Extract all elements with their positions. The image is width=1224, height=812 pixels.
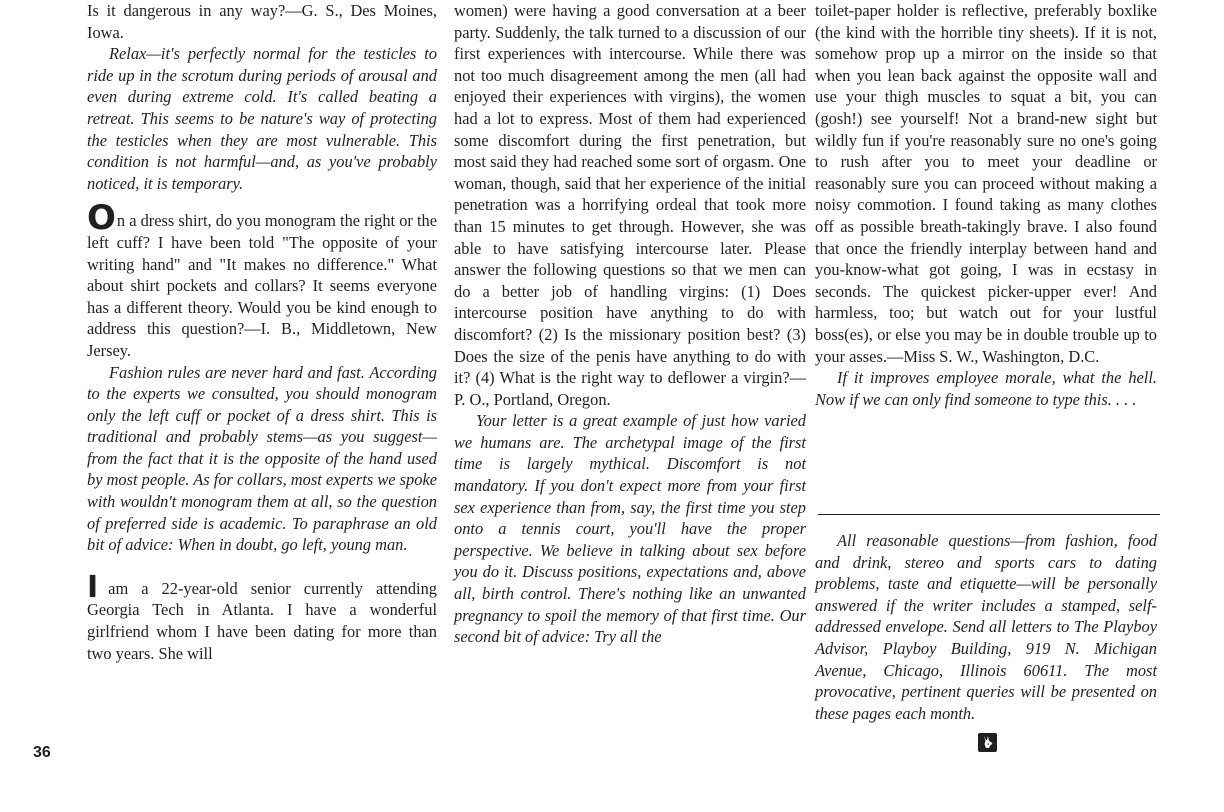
- answer-1: Relax—it's perfectly normal for the testicles to ride up in the scrotum during periods of arousal and even during extreme cold. It's called beating a retreat. This seems to be nature's way of protecting the testicles when they are most vulnerable. This condition is not harmful—and, as you've probably noticed, it is temporary.: [87, 44, 437, 193]
- rabbit-head-icon-glyph: [981, 735, 994, 750]
- column-1: [87, 0, 437, 664]
- answer-2: Fashion rules are never hard and fast. According to the experts we consulted, you should monogram only the left cuff or pocket of a dress shirt. This is traditional and probably stems—as you suggest—from the fact that it is the opposite of the hand used by most people. As for collars, most experts we spoke with wouldn't monogram them at all, so the question of preferred side is academic. To paraphrase an old bit of advice: When in doubt, go left, young man.: [87, 362, 437, 555]
- column-3: [815, 0, 1157, 410]
- answer-3: Your letter is a great example of just how varied we humans are. The archetypal image of the first time is largely mythical. Discomfort is not mandatory. If you don't expect more from your first sex experience than from, say, the first time you step onto a tennis court, you'll have the proper perspective. We believe in talking about sex before you do it. Discuss positions, expectations and, above all, birth control. There's nothing like an unwanted pregnancy to spoil the memory of that first time. Our second bit of advice: Try all the: [454, 411, 806, 647]
- drop-cap-i: I: [87, 569, 99, 605]
- letter-2-text: n a dress shirt, do you monogram the right or the left cuff? I have been told "The opposite of your writing hand" and "It makes no difference." What about shirt pockets and collars? It seems everyone has a different theory. Would you be kind enough to address this question?—I. B., Middletown, New Jersey.: [87, 211, 437, 360]
- advisor-notice: All reasonable questions—from fashion, food and drink, stereo and sports cars to dating problems, taste and etiquette—will be personally answered if the writer includes a stamped, self-addressed envelope. Send all letters to The Playboy Advisor, Playboy Building, 919 N. Michigan Avenue, Chicago, Illinois 60611. The most provocative, pertinent queries will be presented on these pages each month.: [815, 531, 1157, 723]
- drop-cap-o: O: [87, 198, 116, 239]
- column-2: [454, 0, 806, 648]
- letter-3-text: am a 22-year-old senior currently attending Georgia Tech in Atlanta. I have a wonderful girlfriend whom I have been dating for more than two years. She will: [87, 578, 437, 663]
- letter-3-continued: women) were having a good conversation at a beer party. Suddenly, the talk turned to a discussion of our first experiences with intercourse. While there was not too much disagreement among the men (all had enjoyed their experiences with virgins), the women had a lot to express. Most of them had experienced some discomfort during the first penetration, but most said they had reached some sort of orgasm. One woman, though, said that her experience of the initial penetration was a horrifying ordeal that took more than 15 minutes to get through. However, she was able to have satisfying intercourse later. Please answer the following questions so that we men can do a better job of handling virgins: (1) Does intercourse position have anything to do with discomfort? (2) Is the missionary position best? (3) Does the size of the penis have anything to do with it? (4) What is the right way to deflower a virgin?—P. O., Portland, Oregon.: [454, 1, 806, 409]
- rabbit-head-icon: [978, 733, 997, 752]
- letter-2: [87, 198, 437, 361]
- advisor-notice-block: [815, 530, 1157, 724]
- section-divider: [818, 514, 1160, 515]
- letter-4-continued: toilet-paper holder is reflective, preferably boxlike (the kind with the horrible tiny sheets). If it is not, somehow prop up a mirror on the inside so that when you lean back against the opposite wall and use your thigh muscles to squat a bit, you can (gosh!) see yourself! Not a brand-new sight but wildly fun if you're reasonably sure no one's going to rush after you to meet your deadline or reasonably sure you can proceed without making a noisy commotion. I found taking as many clothes off as possible breath-takingly brave. I also found that once the friendly interplay between hand and you-know-what got going, I was in ecstasy in seconds. The quickest picker-upper ever! And harmless, too; but watch out for your lustful boss(es), or else you may be in double trouble up to your asses.—Miss S. W., Washington, D.C.: [815, 1, 1157, 366]
- letter-3: [87, 569, 437, 664]
- page-number: 36: [33, 744, 51, 761]
- answer-4: If it improves employee morale, what the hell. Now if we can only find someone to type this. . . .: [815, 368, 1157, 409]
- letter-ending-1: Is it dangerous in any way?—G. S., Des Moines, Iowa.: [87, 1, 437, 42]
